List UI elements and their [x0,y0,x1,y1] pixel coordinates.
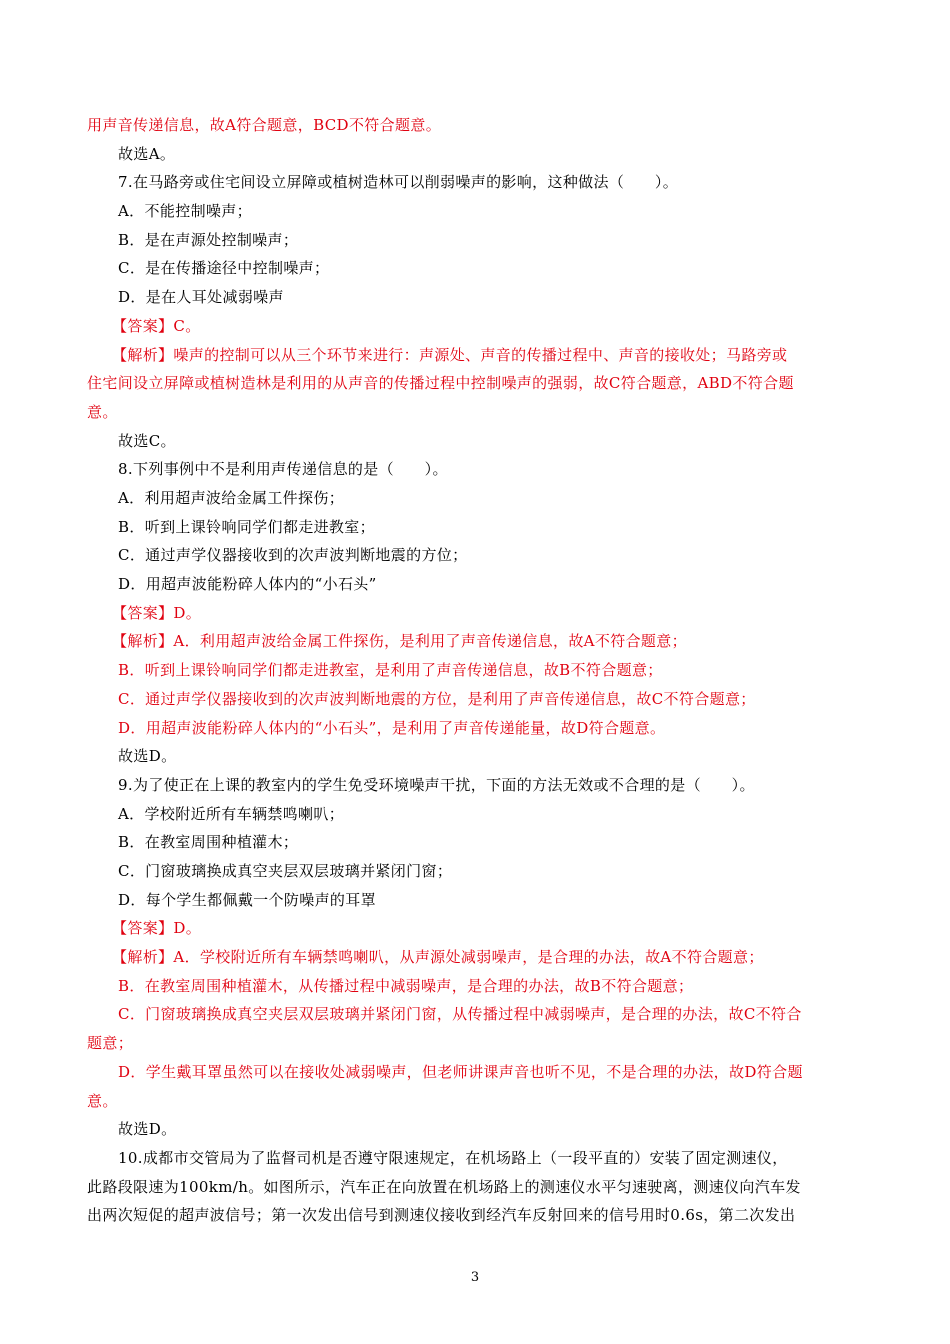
analysis-text: 意。 [87,1092,118,1110]
analysis-text: C．通过声学仪器接收到的次声波判断地震的方位，是利用了声音传递信息，故C不符合题意； [118,690,756,708]
option-a: A．利用超声波给金属工件探伤； [118,489,345,507]
question-10-text: 此路段限速为100km/h。如图所示，汽车正在向放置在机场路上的测速仪水平匀速驶离，测速仪向汽车发 [87,1178,801,1196]
analysis-text: C．门窗玻璃换成真空夹层双层玻璃并紧闭门窗，从传播过程中减弱噪声，是合理的办法，故C不符合 [118,1005,802,1023]
answer-label: 【答案】D。 [112,604,202,622]
analysis-label: 【解析】噪声的控制可以从三个环节来进行：声源处、声音的传播过程中、声音的接收处；马路旁或 [112,346,788,364]
choose-answer: 故选A。 [118,145,176,163]
option-c: C．是在传播途径中控制噪声； [118,259,330,277]
analysis-text: B．在教室周围种植灌木，从传播过程中减弱噪声，是合理的办法，故B不符合题意； [118,977,694,995]
analysis-continuation: 用声音传递信息，故A符合题意，BCD不符合题意。 [87,116,442,134]
answer-label: 【答案】D。 [112,919,202,937]
question-10-text: 出两次短促的超声波信号；第一次发出信号到测速仪接收到经汽车反射回来的信号用时0.6s，第二次发出 [87,1206,796,1224]
option-b: B．听到上课铃响同学们都走进教室； [118,518,375,536]
page-number: 3 [470,1270,480,1285]
option-d: D．是在人耳处减弱噪声 [118,288,284,306]
option-a: A．不能控制噪声； [118,202,252,220]
option-c: C．通过声学仪器接收到的次声波判断地震的方位； [118,546,468,564]
question-10-stem: 10.成都市交管局为了监督司机是否遵守限速规定，在机场路上（一段平直的）安装了固定测速仪， [118,1149,788,1167]
option-d: D．用超声波能粉碎人体内的“小石头” [118,575,377,593]
choose-answer: 故选D。 [118,747,177,765]
option-b: B．在教室周围种植灌木； [118,833,299,851]
analysis-text: 住宅间设立屏障或植树造林是利用的从声音的传播过程中控制噪声的强弱，故C符合题意，ABD不符合题 [87,374,794,392]
analysis-text: 题意； [87,1034,134,1052]
analysis-text: B．听到上课铃响同学们都走进教室，是利用了声音传递信息，故B不符合题意； [118,661,663,679]
option-b: B．是在声源处控制噪声； [118,231,299,249]
analysis-label: 【解析】A．学校附近所有车辆禁鸣喇叭，从声源处减弱噪声，是合理的办法，故A不符合题意； [112,948,764,966]
option-c: C．门窗玻璃换成真空夹层双层玻璃并紧闭门窗； [118,862,453,880]
analysis-label: 【解析】A．利用超声波给金属工件探伤，是利用了声音传递信息，故A不符合题意； [112,632,687,650]
analysis-text: 意。 [87,403,118,421]
question-9-stem: 9.为了使正在上课的教室内的学生免受环境噪声干扰，下面的方法无效或不合理的是（ ）。 [118,776,755,794]
analysis-text: D．用超声波能粉碎人体内的“小石头”，是利用了声音传递能量，故D符合题意。 [118,719,666,737]
question-7-stem: 7.在马路旁或住宅间设立屏障或植树造林可以削弱噪声的影响，这种做法（ ）。 [118,173,679,191]
choose-answer: 故选C。 [118,432,176,450]
option-a: A．学校附近所有车辆禁鸣喇叭； [118,805,345,823]
answer-label: 【答案】C。 [112,317,201,335]
choose-answer: 故选D。 [118,1120,177,1138]
option-d: D．每个学生都佩戴一个防噪声的耳罩 [118,891,376,909]
question-8-stem: 8.下列事例中不是利用声传递信息的是（ ）。 [118,460,448,478]
analysis-text: D．学生戴耳罩虽然可以在接收处减弱噪声，但老师讲课声音也听不见，不是合理的办法，故D符合题 [118,1063,803,1081]
